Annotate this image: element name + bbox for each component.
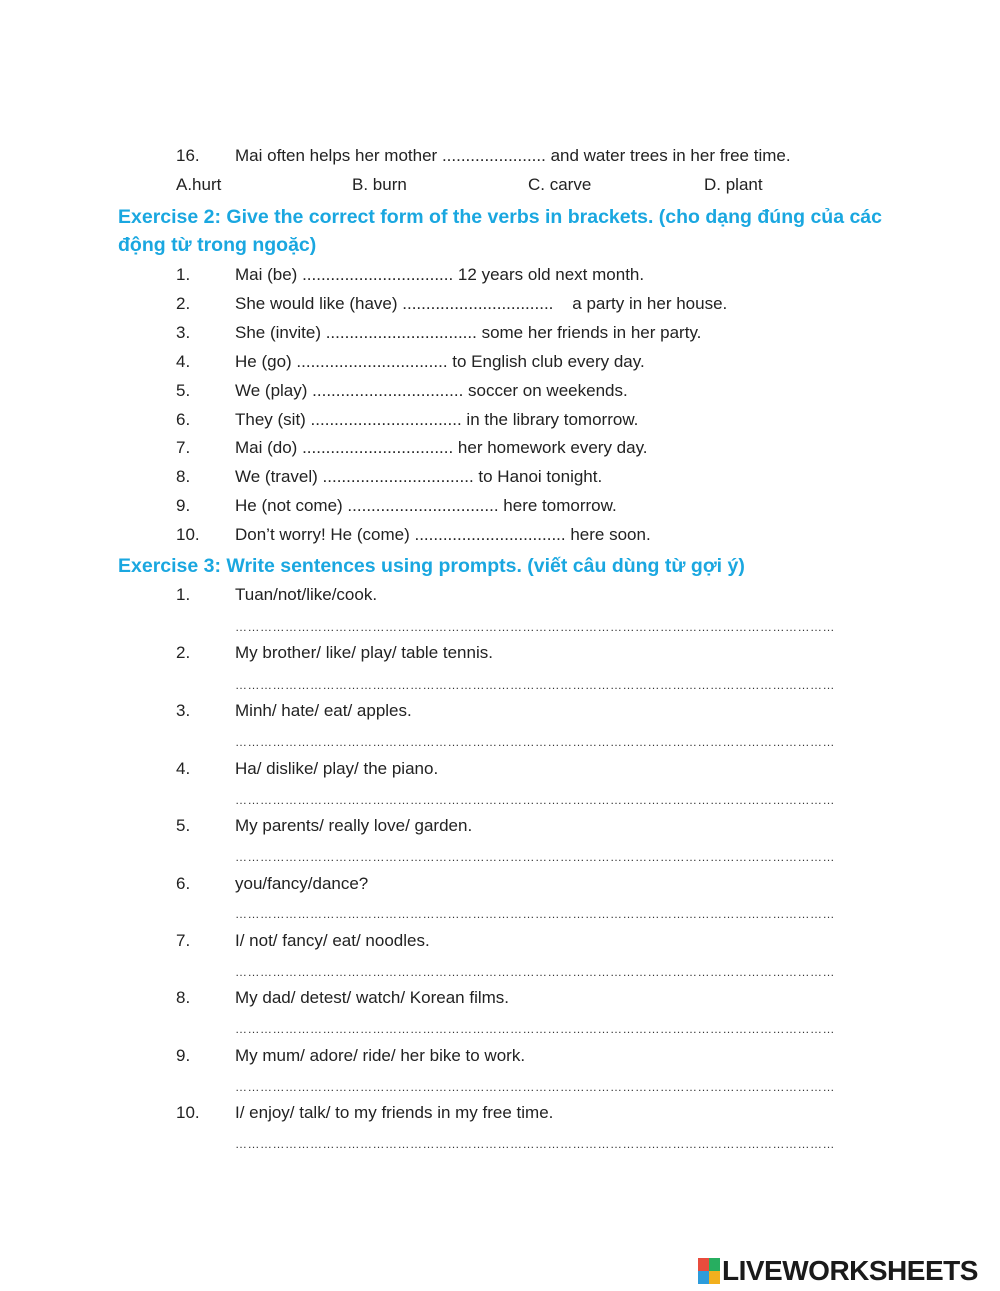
answer-line[interactable]: ………………………………………………………………………………………………………………………………: [235, 1080, 835, 1094]
logo-squares-icon: [698, 1258, 720, 1284]
item-prompt: My dad/ detest/ watch/ Korean films.: [235, 988, 510, 1007]
item-prompt: Ha/ dislike/ play/ the piano.: [235, 759, 439, 778]
item-number: 6.: [176, 410, 191, 429]
item-text: She would like (have) ................................ a party in her house.: [235, 294, 728, 313]
item-prompt: My brother/ like/ play/ table tennis.: [235, 643, 493, 662]
item-number: 10.: [176, 1103, 200, 1122]
answer-line[interactable]: ………………………………………………………………………………………………………………………………: [235, 907, 835, 921]
item-text: She (invite) ................................ some her friends in her party.: [235, 323, 702, 342]
item-number: 2.: [176, 294, 191, 313]
item-prompt: you/fancy/dance?: [235, 874, 369, 893]
item-number: 1.: [176, 585, 191, 604]
q16-text: Mai often helps her mother ...................... and water trees in her free time.: [235, 146, 791, 165]
item-text: We (play) ................................ soccer on weekends.: [235, 381, 628, 400]
exercise2-heading-line2: động từ trong ngoặc): [118, 234, 317, 256]
logo-text: LIVEWORKSHEETS: [722, 1255, 978, 1286]
answer-line[interactable]: ………………………………………………………………………………………………………………………………: [235, 678, 835, 692]
item-text: He (go) ................................ to English club every day.: [235, 352, 645, 371]
answer-line[interactable]: ………………………………………………………………………………………………………………………………: [235, 793, 835, 807]
item-prompt: Tuan/not/like/cook.: [235, 585, 378, 604]
item-number: 4.: [176, 352, 191, 371]
item-text: Don’t worry! He (come) ................................ here soon.: [235, 525, 651, 544]
answer-line[interactable]: ………………………………………………………………………………………………………………………………: [235, 850, 835, 864]
exercise2-heading-line1: Exercise 2: Give the correct form of the verbs in brackets. (cho dạng đúng của các: [118, 206, 882, 228]
item-prompt: My parents/ really love/ garden.: [235, 816, 473, 835]
item-text: He (not come) ................................ here tomorrow.: [235, 496, 617, 515]
exercise3-heading: Exercise 3: Write sentences using prompts. (viết câu dùng từ gợi ý): [118, 555, 745, 577]
answer-line[interactable]: ………………………………………………………………………………………………………………………………: [235, 620, 835, 634]
item-number: 5.: [176, 816, 191, 835]
item-number: 7.: [176, 931, 191, 950]
item-prompt: My mum/ adore/ ride/ her bike to work.: [235, 1046, 526, 1065]
item-number: 9.: [176, 496, 191, 515]
item-prompt: Minh/ hate/ eat/ apples.: [235, 701, 412, 720]
item-number: 5.: [176, 381, 191, 400]
item-number: 8.: [176, 988, 191, 1007]
answer-line[interactable]: ………………………………………………………………………………………………………………………………: [235, 1137, 835, 1151]
q16-option-c: C. carve: [528, 175, 592, 194]
item-text: We (travel) ................................ to Hanoi tonight.: [235, 467, 603, 486]
answer-line[interactable]: ………………………………………………………………………………………………………………………………: [235, 1022, 835, 1036]
item-number: 6.: [176, 874, 191, 893]
answer-line[interactable]: ………………………………………………………………………………………………………………………………: [235, 965, 835, 979]
q16-number: 16.: [176, 146, 200, 165]
item-number: 3.: [176, 701, 191, 720]
item-text: They (sit) ................................ in the library tomorrow.: [235, 410, 639, 429]
item-number: 4.: [176, 759, 191, 778]
item-text: Mai (do) ................................ her homework every day.: [235, 438, 648, 457]
item-number: 1.: [176, 265, 191, 284]
item-number: 8.: [176, 467, 191, 486]
q16-option-b: B. burn: [352, 175, 407, 194]
item-prompt: I/ enjoy/ talk/ to my friends in my free time.: [235, 1103, 554, 1122]
item-text: Mai (be) ................................ 12 years old next month.: [235, 265, 645, 284]
item-number: 2.: [176, 643, 191, 662]
liveworksheets-logo[interactable]: [698, 1256, 978, 1286]
answer-line[interactable]: ………………………………………………………………………………………………………………………………: [235, 735, 835, 749]
item-number: 3.: [176, 323, 191, 342]
item-number: 10.: [176, 525, 200, 544]
q16-option-a: A.hurt: [176, 175, 222, 194]
q16-option-d: D. plant: [704, 175, 763, 194]
item-prompt: I/ not/ fancy/ eat/ noodles.: [235, 931, 430, 950]
item-number: 7.: [176, 438, 191, 457]
item-number: 9.: [176, 1046, 191, 1065]
